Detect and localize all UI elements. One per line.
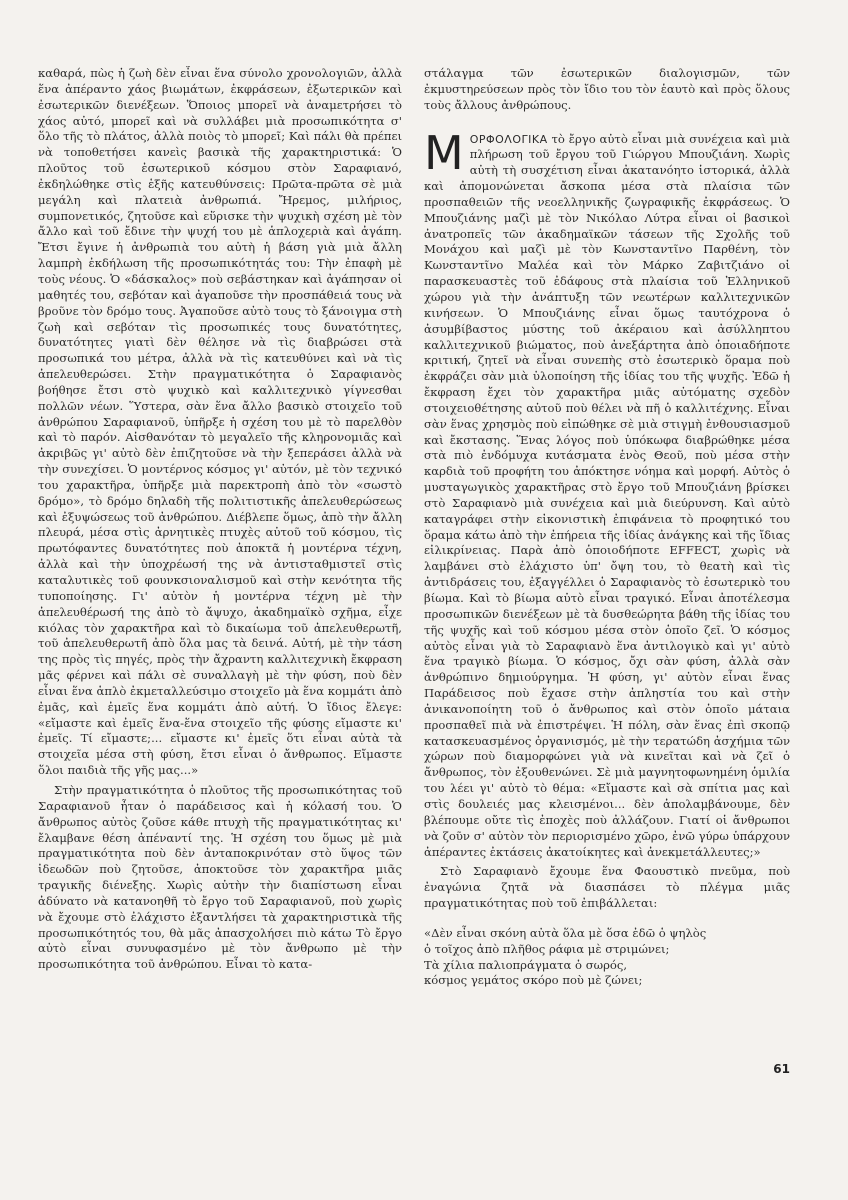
right-paragraph-3: Στὸ Σαραφιανὸ ἔχουμε ἕνα Φαουστικὸ πνεῦμα, ποὺ ἐναγώνια ζητᾶ νὰ διασπάσει τὸ πλέγμα μιᾶς πραγματικότητας ποὺ τοῦ ἐπιβάλλεται: xyxy=(424,864,790,911)
poem-line: κόσμος γεμάτος σκόρο ποὺ μὲ ζώνει; xyxy=(424,973,643,988)
right-paragraph-2 xyxy=(424,125,790,861)
left-paragraph-1: καθαρά, πὼς ἡ ζωὴ δὲν εἶναι ἕνα σύνολο χρονολογιῶν, ἀλλὰ ἕνα ἀπέραντο χάος βιωμάτων, ἐκφράσεων, ἐξωτερικῶν καὶ ἐσωτερικῶν διενέξεων. Ὅποιος μπορεῖ νὰ ἀναμετρήσει τὸ χάος αὐτό, μπορεῖ καὶ νὰ συλλάβει μιὰ προσωπικότητα σ' ὅλο τῆς τὸ πλάτος, ἀλλὰ ποιὸς τὸ μπορεῖ; Καὶ πάλι θὰ πρέπει νὰ τοποθετήσει κανεὶς βασικὰ τῆς χαρακτηριστικά: Ὁ πλοῦτος τοῦ ἐσωτερικοῦ κόσμου στὸν Σαραφιανό, ἐκδηλώθηκε στὶς ἑξῆς κατευθύνσεις: Πρῶτα-πρῶτα σὲ μιὰ μεγάλη καὶ πλατειὰ ἀνθρωπιά. Ἤρεμος, μιλήριος, συμπονετικός, ζητοῦσε καὶ εὕρισκε τὴν ψυχικὴ σχέση μὲ τὸν ἄλλο καὶ τοῦ ἔδινε τὴν ψυχή του μὲ ἁπλοχεριὰ καὶ ἀγάπη. Ἔτσι ἔγινε ἡ ἀνθρωπιὰ του αὐτὴ ἡ βάση γιὰ μιὰ ἄλλη λαμπρὴ ἐκδήλωση τῆς προσωπικότητάς του: Τὴν ἐπαφὴ μὲ τοὺς νέους. Ὁ «δάσκαλος» ποὺ σεβάστηκαν καὶ ἀγάπησαν οἱ μαθητές του, σεβόταν καὶ ἀγαποῦσε τὴν προσπάθειά τους νὰ βροῦνε τὸν δρόμο τους. Ἀγαποῦσε αὐτὸ τους τὸ ξάνοιγμα στὴ ζωὴ καὶ σεβόταν τὶς προσωπικές τους δυνατότητες, δυνατότητες γιατὶ δὲν θέλησε νὰ τὶς διαβρώσει στὰ προσωπικά του μέτρα, ἀλλὰ νὰ τὶς κατευθύνει καὶ νὰ τὶς ἀπελευθερώσει. Στὴν πραγματικότητα ὁ Σαραφιανὸς βοήθησε ἔτσι στὸ ψυχικὸ καὶ καλλιτεχνικὸ γίγνεσθαι πολλῶν νέων. Ὕστερα, σὰν ἕνα ἄλλο βασικὸ στοιχεῖο τοῦ ἀνθρώπου Σαραφιανοῦ, ὑπῆρξε ἡ σχέση του μὲ τὸ παρελθὸν καὶ τὸ παρόν. Αἰσθανόταν τὸ μεγαλεῖο τῆς κληρονομιᾶς καὶ ἀκριβῶς γι' αὐτὸ δὲν ἐπιζητοῦσε νὰ τὴν ξεπεράσει ἀλλὰ νὰ τὴν συνεχίσει. Ὁ μοντέρνος κόσμος γι' αὐτόν, μὲ τὸν τεχνικό του χαρακτῆρα, ὑπῆρξε μιὰ παρεκτροπὴ ἀπὸ τὸν «σωστὸ δρόμο», τὸ δρόμο δηλαδὴ τῆς πολιτιστικῆς ἀπελευθερώσεως καὶ ἐξυψώσεως τοῦ ἀνθρώπου. Διέβλεπε ὅμως, ἀπὸ τὴν ἄλλη πλευρά, μέσα στὶς ἀρνητικὲς πτυχὲς αὐτοῦ τοῦ κόσμου, τὶς πρωτόφαντες δυνατότητες ποὺ ἀποκτᾶ ἡ μοντέρνα τέχνη, ἀλλὰ καὶ τὴν ὑποχρέωσή της νὰ ἀντισταθμιστεῖ στὶς καταλυτικὲς τοῦ φουνκσιοναλισμοῦ καὶ στὴν κενότητα τῆς τυποποίησης. Γι' αὐτὸν ἡ μοντέρνα τέχνη μὲ τὴν ἀπελευθέρωσή της ἀπὸ τὸ ἄψυχο, ἀκαδημαϊκὸ σχῆμα, εἶχε κιόλας τὸν χαρακτῆρα καὶ τὸ δικαίωμα τοῦ ἀπελευθερωτῆ, τοῦ ἀπελευθερωτῆ ἀπὸ ὅλα μας τὰ δεινά. Αὐτή, μὲ τὴν τάση της πρὸς τὶς πηγές, πρὸς τὴν ἄχραντη καλλιτεχνικὴ ἔκφραση μᾶς φέρνει καὶ πάλι σὲ συναλλαγὴ μὲ τὴν φύση, ποὺ δὲν εἶναι ἕνα ἁπλὸ ἐκμεταλλεύσιμο στοιχεῖο μὰ ἕνα κομμάτι ἀπὸ ἐμᾶς, καὶ ἐμεῖς ἕνα κομμάτι ἀπὸ αὐτή. Ὁ ἴδιος ἔλεγε: «εἴμαστε καὶ ἐμεῖς ἕνα-ἕνα στοιχεῖο τῆς φύσης εἴμαστε κι' ἐμεῖς. Τί εἴμαστε;... εἴμαστε κι' ἐμεῖς ὅτι εἶναι αὐτὰ τὰ στοιχεῖα μέσα στὴ φύση, ἔτσι εἶναι ὁ ἄνθρωπος. Εἴμαστε ὅλοι παιδιὰ τῆς γῆς μας...» xyxy=(38,66,402,778)
poem-line: ὁ τοῖχος ἀπὸ πλῆθος ράφια μὲ στριμώνει; xyxy=(424,941,670,956)
page-number: 61 xyxy=(773,1062,790,1076)
right-paragraph-1: στάλαγμα τῶν ἐσωτερικῶν διαλογισμῶν, τῶν ἐκμυστηρεύσεων πρὸς τὸν ἴδιο του τὸν ἑαυτὸ καὶ πρὸς ὅλους τοὺς ἄλλους ἀνθρώπους. xyxy=(424,66,790,112)
lead-word: ΟΡΦΟΛΟΓΙΚΑ xyxy=(469,132,548,146)
right-column xyxy=(424,66,790,1116)
left-column xyxy=(38,66,402,1106)
right-paragraph-2-text: τὸ ἔργο αὐτὸ εἶναι μιὰ συνέχεια καὶ μιὰ πλήρωση τοῦ ἔργου τοῦ Γιώργου Μπουζιάνη. Χωρὶς αὐτὴ τὴ συσχέτιση εἶναι ἀκατανόητο ἱστορικά, ἀλλὰ καὶ ἀπομονώνεται ἄσκοπα μέσα στὰ πλαίσια τῶν προσπαθειῶν τῆς νεοελληνικῆς ζωγραφικῆς ἐκφράσεως. Ὁ Μπουζιάνης μαζὶ μὲ τὸν Νικόλαο Λύτρα εἶναι οἱ βασικοὶ ἀνατροπεῖς τῶν ἀκαδημαϊκῶν τάσεων τῆς Σχολῆς τοῦ Μονάχου καὶ μαζὶ μὲ τὸν Κωνσταντῖνο Παρθένη, τὸν Κωνσταντῖνο Μαλέα καὶ τὸν Μάρκο Ζαβιτζιάνο οἱ παρασκευαστὲς τοῦ ἐδάφους στὰ πλαίσια τοῦ Ἑλληνικοῦ χώρου γιὰ τὴν ἀνάπτυξη τῶν νεωτέρων καλλιτεχνικῶν κινήσεων. Ὁ Μπουζιάνης εἶναι ὅμως ταυτόχρονα ὁ ἀσυμβίβαστος μύστης τοῦ ἀκέραιου καὶ ἀσύλληπτου καλλιτεχνικοῦ βιώματος, ποὺ ἀνεξάρτητα ἀπὸ ὁποιαδήποτε κριτική, ζητεῖ νὰ εἶναι συνεπὴς στὸ ἐσωτερικὸ ὅραμα ποὺ ἐκφράζει σὰν μιὰ ὑλοποίηση τῆς ἰδίας του τῆς ψυχῆς. Ἐδῶ ἡ ἔκφραση ἔχει τὸν χαρακτῆρα μιᾶς αὐτόματης σχεδὸν στοιχειοθέτησης αὐτοῦ ποὺ θέλει νὰ πῆ ὁ καλλιτέχνης. Εἶναι σὰν ἕνας χρησμὸς ποὺ εἰπώθηκε σὲ μιὰ στιγμὴ ἐνθουσιασμοῦ καὶ ἔκστασης. Ἕνας λόγος ποὺ ὑπόκωφα διαβρώθηκε μέσα στὰ πιὸ ἐνδόμυχα κυτάσματα ἑνὸς Θεοῦ, ποὺ μέσα στὴν καρδιὰ τοῦ προφήτη του ἀπόκτησε νόημα καὶ μορφή. Αὐτὸς ὁ μυσταγωγικὸς χαρακτῆρας στὸ ἔργο τοῦ Μπουζιάνη βρίσκει στὸ Σαραφιανὸ μιὰ συνέχεια καὶ μιὰ διεύρυνση. Καὶ αὐτὸ καταγράφει στὴν εἰκονιστικὴ ἐπιφάνεια τὸ προφητικό του ὅραμα κάτω ἀπὸ τὴν ἐπήρεια τῆς ἰδίας ἀνάγκης καὶ τῆς ἴδιας εἰλικρίνειας. Παρὰ ἀπὸ ὁποιοδήποτε EFFECT, χωρὶς νὰ λαμβάνει στὸ ἐλάχιστο ὑπ' ὄψη του, τὸ θεατὴ καὶ τὶς ἀντιδράσεις του, ἐξαγγέλλει ὁ Σαραφιανὸς τὸ ἐσωτερικὸ του βίωμα. Καὶ τὸ βίωμα αὐτὸ εἶναι τραγικό. Εἶναι ἀποτέλεσμα προσωπικῶν διενέξεων μὲ τὰ δυσθεώρητα βάθη τῆς ἰδίας του τῆς ψυχῆς καὶ τοῦ κόσμου μέσα στὸν ὁποῖο ζεῖ. Ὁ κόσμος αὐτὸς εἶναι γιὰ τὸ Σαραφιανὸ ἕνα ἀντιλογικὸ καὶ γι' αὐτὸ ἕνα τραγικὸ βίωμα. Ὁ κόσμος, ὄχι σὰν φύση, ἀλλὰ σὰν ἀνθρώπινο δημιούργημα. Ἡ φύση, γι' αὐτὸν εἶναι ἕνας Παράδεισος ποὺ ἔχασε στὴν ἀπληστία του καὶ στὴν ἀνικανοποίητη τοῦ ὁ ἄνθρωπος καὶ στὸν ὁποῖο μάταια προσπαθεῖ πιὰ νὰ ἐπιστρέψει. Ἡ πόλη, σὰν ἕνας ἐπὶ σκοπῷ κατασκευασμένος ὀργανισμός, μὲ τὴν τερατώδη ἀσχήμια τῶν χώρων ποὺ διαμορφώνει γιὰ νὰ κινεῖται καὶ νὰ ζεῖ ὁ ἄνθρωπος, τὸν ἐξουθενώνει. Σὲ μιὰ μαγνητοφωνημένη ὁμιλία του λέει γι' αὐτὸ τὸ θέμα: «Εἴμαστε καὶ σὰ σπίτια μας καὶ στὶς δουλειές μας κλεισμένοι... δὲν ἀπολαμβάνουμε, δὲν βλέπουμε οὔτε τὶς ἐποχὲς ποὺ ἀλλάζουν. Γιατί οἱ ἄνθρωποι νὰ ζοῦν σ' αὐτὸν τὸν περιορισμένο χῶρο, ἐνῶ γύρω ὑπάρχουν ἀπέραντες ἐκτάσεις ἀκατοίκητες καὶ ἀνεκμετάλλευτες;» xyxy=(424,131,790,859)
poem-quote xyxy=(424,926,790,989)
poem-line: Τὰ χίλια παλιοπράγματα ὁ σωρός, xyxy=(424,957,628,972)
poem-line: «Δὲν εἶναι σκόνη αὐτὰ ὅλα μὲ ὅσα ἐδῶ ὁ ψηλὸς xyxy=(424,925,707,940)
left-paragraph-2: Στὴν πραγματικότητα ὁ πλοῦτος τῆς προσωπικότητας τοῦ Σαραφιανοῦ ἦταν ὁ παράδεισος καὶ ἡ κόλασή του. Ὁ ἄνθρωπος αὐτὸς ζοῦσε κάθε πτυχὴ τῆς πραγματικότητας κι' ἔλαμβανε θέση ἀπέναντί της. Ἡ σχέση του ὅμως μὲ μιὰ πραγματικότητα ποὺ δὲν ἀνταποκρινόταν στὸ ὕψος τῶν ἰδεωδῶν ποὺ ζητοῦσε, ἀποκτοῦσε τὸν χαρακτῆρα μιᾶς τραγικῆς διένεξης. Χωρὶς αὐτὴν τὴν διαπίστωση εἶναι ἀδύνατο νὰ κατανοηθῆ τὸ ἔργο τοῦ Σαραφιανοῦ, ποὺ χωρὶς νὰ ἔχουμε στὸ ἐλάχιστο ἐξαντλήσει τὰ χαρακτηριστικὰ τῆς προσωπικότητός του, θὰ μᾶς ἀπασχολήσει πιὸ κάτω Τὸ ἔργο αὐτὸ εἶναι συνυφασμένο μὲ τὸν ἄνθρωπο μὲ τὴν προσωπικότητα τοῦ ἀνθρώπου. Εἶναι τὸ κατα- xyxy=(38,782,402,972)
drop-cap: Μ xyxy=(424,125,464,180)
